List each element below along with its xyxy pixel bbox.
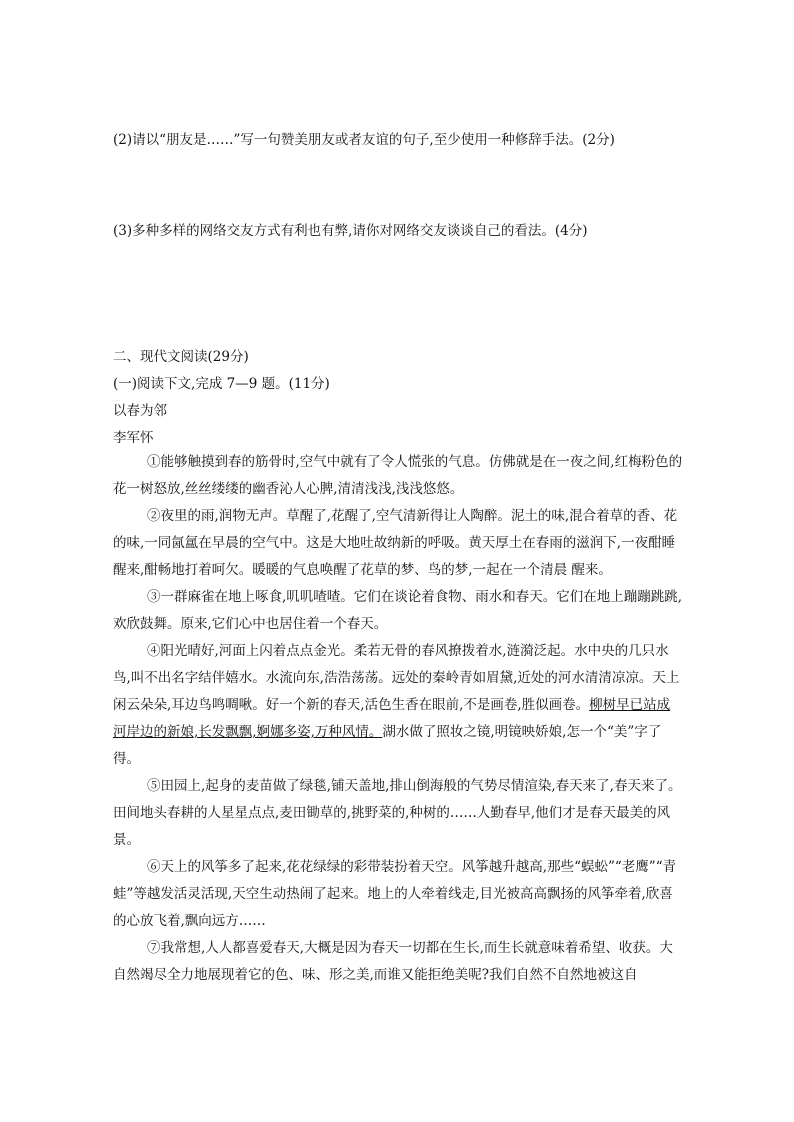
question-2: (2)请以“朋友是……”写一句赞美朋友或者友谊的句子,至少使用一种修辞手法。(2分)	[113, 132, 615, 148]
article-author: 李军怀	[113, 430, 154, 446]
article-title: 以春为邻	[113, 403, 167, 419]
paragraph-3: ③一群麻雀在地上啄食,叽叽喳喳。它们在谈论着食物、雨水和春天。它们在地上蹦蹦跳跳,欢欣鼓舞。原来,它们心中也居住着一个春天。	[113, 589, 683, 632]
underlined-sentence: 柳树早已站成河岸边的新娘,长发飘飘,婀娜多姿,万种风情。	[113, 697, 671, 740]
sub-heading: (一)阅读下文,完成 7—9 题。(11分)	[113, 376, 330, 392]
question-3: (3)多种多样的网络交友方式有利也有弊,请你对网络交友谈谈自己的看法。(4分)	[113, 223, 588, 239]
paragraph-5: ⑤田园上,起身的麦苗做了绿毯,铺天盖地,排山倒海般的气势尽情渲染,春天来了,春天来了。田间地头春耕的人星星点点,麦田锄草的,挑野菜的,种树的……人勤春早,他们才是春天最美的风景。	[113, 778, 682, 848]
section-heading: 二、现代文阅读(29分)	[113, 349, 249, 365]
paragraph-7: ⑦我常想,人人都喜爱春天,大概是因为春天一切都在生长,而生长就意味着希望、收获。大自然竭尽全力地展现着它的色、味、形之美,而谁又能拒绝美呢?我们自然不自然地被这自	[113, 940, 673, 983]
paragraph-4-tail: 湖水做了照妆之镜,明镜映娇娘,怎一个“美”字了得。	[113, 724, 662, 767]
paragraph-6: ⑥天上的风筝多了起来,花花绿绿的彩带装扮着天空。风筝越升越高,那些“蜈蚣”“老鹰”“青蛙”等越发活灵活现,天空生动热闹了起来。地上的人牵着线走,目光被高高飘扬的风筝牵着,欣喜的心放飞着,飘向远方……	[113, 859, 677, 929]
paragraph-4	[113, 638, 683, 773]
paragraph-4-text: ④阳光晴好,河面上闪着点点金光。柔若无骨的春风撩拨着水,涟漪泛起。水中央的几只水鸟,叫不出名字结伴嬉水。水流向东,浩浩荡荡。远处的秦岭青如眉黛,近处的河水清清凉凉。天上闲云朵朵,耳边鸟鸣啁啾。好一个新的春天,活色生香在眼前,不是画卷,胜似画卷。	[113, 643, 680, 713]
paragraph-2: ②夜里的雨,润物无声。草醒了,花醒了,空气清新得让人陶醉。泥土的味,混合着草的香、花的味,一同氤氲在早晨的空气中。这是大地吐故纳新的呼吸。黄天厚土在春雨的滋润下,一夜酣睡醒来,酣畅地打着呵欠。暖暖的气息唤醒了花草的梦、鸟的梦,一起在一个清晨 醒来。	[113, 508, 678, 578]
paragraph-1: ①能够触摸到春的筋骨时,空气中就有了令人慌张的气息。仿佛就是在一夜之间,红梅粉色的花一树怒放,丝丝缕缕的幽香沁人心脾,清清浅浅,浅浅悠悠。	[113, 454, 683, 497]
